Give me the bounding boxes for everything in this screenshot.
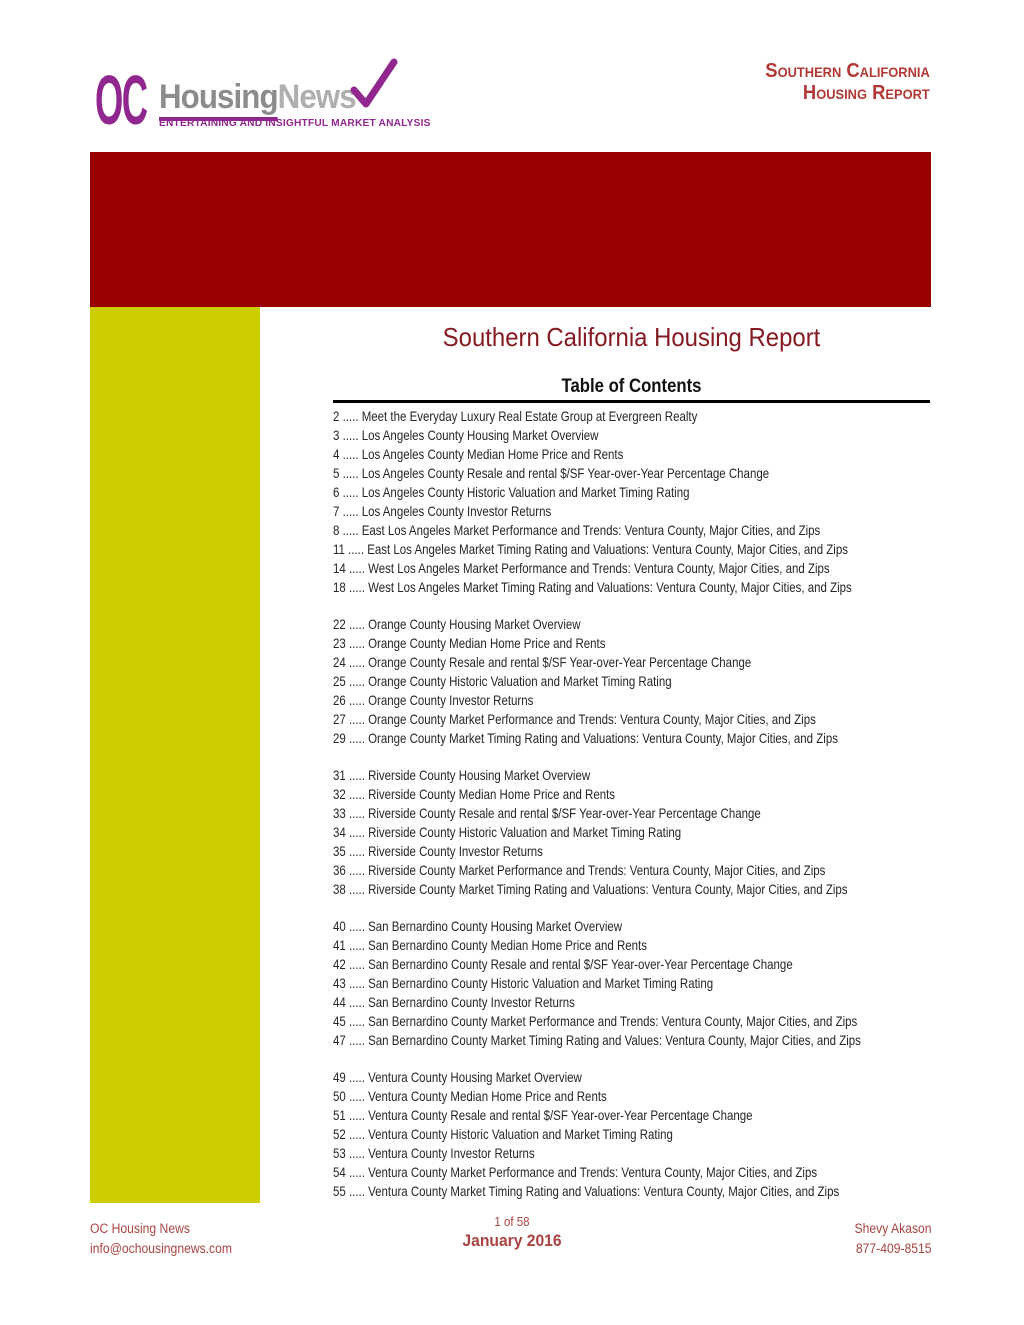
toc-entry: 11 ..... East Los Angeles Market Timing Rating and Valuations: Ventura County, Major Cities, and Zips — [333, 541, 848, 557]
toc-entry: 54 ..... Ventura County Market Performance and Trends: Ventura County, Major Cities, and Zips — [333, 1164, 818, 1180]
toc-entry: 14 ..... West Los Angeles Market Performance and Trends: Ventura County, Major Cities, and Zips — [333, 560, 830, 576]
toc-heading-rule — [333, 376, 930, 403]
toc-section — [333, 917, 930, 1050]
toc-entry: 7 ..... Los Angeles County Investor Returns — [333, 503, 552, 519]
main-column — [333, 322, 930, 1201]
toc-entry: 45 ..... San Bernardino County Market Performance and Trends: Ventura County, Major Cities, and Zips — [333, 1013, 858, 1029]
toc-entry: 41 ..... San Bernardino County Median Home Price and Rents — [333, 937, 647, 953]
toc-entry: 26 ..... Orange County Investor Returns — [333, 692, 534, 708]
report-date: January 2016 — [462, 1231, 562, 1250]
toc-list — [333, 407, 930, 1201]
toc-section — [333, 1068, 930, 1201]
toc-entry: 40 ..... San Bernardino County Housing Market Overview — [333, 918, 623, 934]
toc-entry: 42 ..... San Bernardino County Resale and rental $/SF Year-over-Year Percentage Change — [333, 956, 793, 972]
toc-entry: 43 ..... San Bernardino County Historic Valuation and Market Timing Rating — [333, 975, 714, 991]
footer-right — [855, 1219, 932, 1258]
report-header-label — [766, 60, 930, 104]
toc-section — [333, 766, 930, 899]
toc-entry: 55 ..... Ventura County Market Timing Rating and Valuations: Ventura County, Major Cities, and Zips — [333, 1183, 840, 1199]
toc-entry: 4 ..... Los Angeles County Median Home Price and Rents — [333, 446, 624, 462]
toc-entry: 6 ..... Los Angeles County Historic Valuation and Market Timing Rating — [333, 484, 690, 500]
logo-wordmark — [159, 80, 439, 129]
page-indicator: 1 of 58 — [494, 1215, 530, 1229]
report-header-line1: Southern California — [765, 60, 930, 82]
toc-entry: 34 ..... Riverside County Historic Valuation and Market Timing Rating — [333, 824, 682, 840]
oc-housing-news-logo — [95, 61, 439, 139]
toc-entry: 5 ..... Los Angeles County Resale and rental $/SF Year-over-Year Percentage Change — [333, 465, 770, 481]
toc-entry: 23 ..... Orange County Median Home Price and Rents — [333, 635, 606, 651]
footer-company: OC Housing News — [90, 1221, 190, 1236]
toc-entry: 50 ..... Ventura County Median Home Price and Rents — [333, 1088, 607, 1104]
toc-section — [333, 615, 930, 748]
toc-entry: 47 ..... San Bernardino County Market Timing Rating and Values: Ventura County, Major Cities, and Zips — [333, 1032, 861, 1048]
toc-entry: 51 ..... Ventura County Resale and rental $/SF Year-over-Year Percentage Change — [333, 1107, 753, 1123]
page-title: Southern California Housing Report — [442, 322, 821, 352]
toc-entry: 38 ..... Riverside County Market Timing Rating and Valuations: Ventura County, Major Cities, and Zips — [333, 881, 848, 897]
footer-agent-name: Shevy Akason — [854, 1221, 932, 1236]
toc-section — [333, 407, 930, 597]
toc-entry: 24 ..... Orange County Resale and rental $/SF Year-over-Year Percentage Change — [333, 654, 752, 670]
logo-oc-monogram — [95, 61, 153, 139]
toc-entry: 32 ..... Riverside County Median Home Price and Rents — [333, 786, 616, 802]
toc-entry: 33 ..... Riverside County Resale and rental $/SF Year-over-Year Percentage Change — [333, 805, 761, 821]
logo-words — [159, 80, 356, 114]
footer-phone: 877-409-8515 — [856, 1240, 932, 1256]
logo-housing-text: Housing — [159, 78, 278, 121]
toc-entry: 27 ..... Orange County Market Performance and Trends: Ventura County, Major Cities, and Zips — [333, 711, 816, 727]
toc-heading: Table of Contents — [561, 376, 702, 397]
toc-entry: 2 ..... Meet the Everyday Luxury Real Estate Group at Evergreen Realty — [333, 408, 698, 424]
toc-entry: 29 ..... Orange County Market Timing Rating and Valuations: Ventura County, Major Cities, and Zips — [333, 730, 838, 746]
toc-entry: 52 ..... Ventura County Historic Valuation and Market Timing Rating — [333, 1126, 673, 1142]
report-header-line2: Housing Report — [803, 82, 930, 104]
toc-entry: 35 ..... Riverside County Investor Returns — [333, 843, 543, 859]
logo-oc-text: OC — [95, 61, 147, 139]
red-banner — [90, 152, 931, 307]
toc-entry: 49 ..... Ventura County Housing Market Overview — [333, 1069, 582, 1085]
toc-entry: 3 ..... Los Angeles County Housing Market Overview — [333, 427, 599, 443]
toc-entry: 36 ..... Riverside County Market Performance and Trends: Ventura County, Major Cities, and Zips — [333, 862, 826, 878]
checkmark-icon — [342, 56, 400, 114]
toc-entry: 22 ..... Orange County Housing Market Overview — [333, 616, 581, 632]
yellow-sidebar-block — [90, 307, 260, 1203]
toc-entry: 18 ..... West Los Angeles Market Timing Rating and Valuations: Ventura County, Major Cities, and Zips — [333, 579, 852, 595]
logo-tagline: ENTERTAINING AND INSIGHTFUL MARKET ANALYSIS — [159, 117, 431, 129]
footer-email: info@ochousingnews.com — [90, 1240, 233, 1256]
toc-entry: 44 ..... San Bernardino County Investor Returns — [333, 994, 575, 1010]
toc-entry: 31 ..... Riverside County Housing Market Overview — [333, 767, 591, 783]
toc-entry: 25 ..... Orange County Historic Valuation and Market Timing Rating — [333, 673, 672, 689]
logo-news-text: News — [277, 78, 356, 116]
toc-entry: 8 ..... East Los Angeles Market Performance and Trends: Ventura County, Major Cities, and Zips — [333, 522, 821, 538]
toc-entry: 53 ..... Ventura County Investor Returns — [333, 1145, 535, 1161]
